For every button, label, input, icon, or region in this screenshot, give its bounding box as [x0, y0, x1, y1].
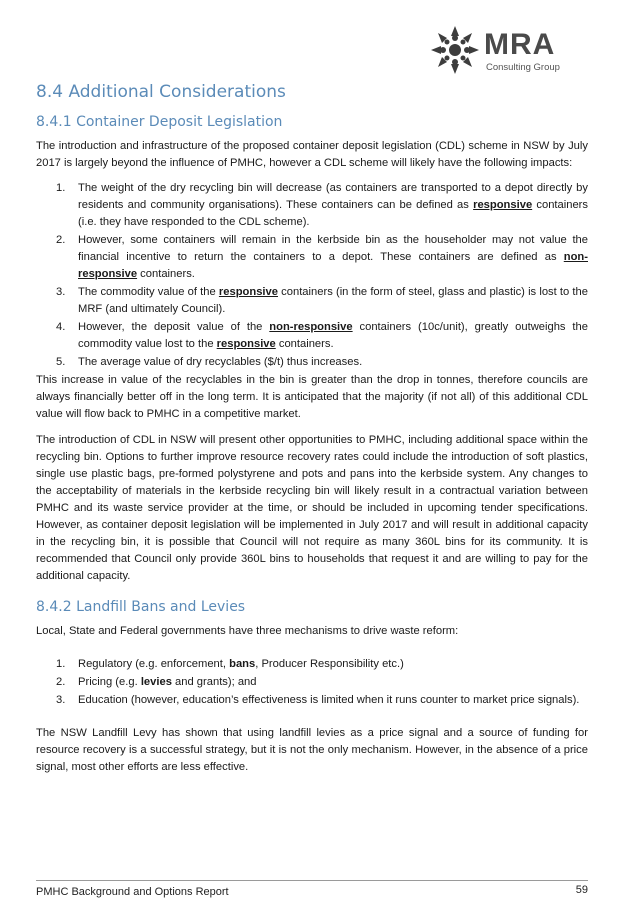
- mra-globe-icon: [428, 24, 482, 76]
- section-8-4-2-heading: 8.4.2 Landfill Bans and Levies: [36, 599, 246, 615]
- list-item: 3. Education (however, education’s effectiveness is limited when it runs counter to market price signals).: [56, 694, 580, 706]
- list-item: 3. The commodity value of the responsive containers (in the form of steel, glass and plastic) is lost to the MRF (and ultimately Council).: [56, 286, 588, 315]
- cdl-impacts-list: [36, 180, 588, 371]
- mechanisms-list: [36, 656, 588, 709]
- section-8-4-heading: 8.4 Additional Considerations: [36, 82, 286, 102]
- section-8-4-1-heading: 8.4.1 Container Deposit Legislation: [36, 114, 283, 130]
- cdl-value-paragraph: This increase in value of the recyclables in the bin is greater than the drop in tonnes, therefore councils are always financially better off in the long term. It is anticipated that the majority (if not all) of this additional CDL value will flow back to PMHC in a competitive market.: [36, 374, 588, 420]
- footer-report-title: PMHC Background and Options Report: [36, 886, 229, 898]
- landfill-levy-paragraph: The NSW Landfill Levy has shown that using landfill levies as a price signal and a source of funding for resource recovery is a successful strategy, but it is not the only mechanism. However, in the absence of a price signal, most other efforts are less effective.: [36, 727, 588, 773]
- logo-subtitle: Consulting Group: [486, 62, 560, 73]
- mechanisms-intro-paragraph: Local, State and Federal governments have three mechanisms to drive waste reform:: [36, 625, 459, 637]
- list-item: 2. However, some containers will remain in the kerbside bin as the householder may not value the financial incentive to return the containers to a depot. These containers are defined as non-responsive containers.: [56, 234, 588, 280]
- mra-logo: [428, 24, 588, 76]
- document-body: [36, 82, 588, 776]
- list-item: 5. The average value of dry recyclables ($/t) thus increases.: [56, 356, 363, 368]
- footer-divider: [36, 880, 588, 881]
- list-item: 1. Regulatory (e.g. enforcement, bans, Producer Responsibility etc.): [56, 658, 404, 670]
- cdl-intro-paragraph: The introduction and infrastructure of the proposed container deposit legislation (CDL) scheme in NSW by July 2017 is largely beyond the influence of PMHC, however a CDL scheme will likely have the following impacts:: [36, 140, 588, 169]
- cdl-opportunities-paragraph: The introduction of CDL in NSW will present other opportunities to PMHC, including additional space within the recycling bin. Options to further improve resource recovery rates could include the introduction of soft plastics, single use plastic bags, pre-formed polystyrene and pots and pans into the kerbside system. Any changes to the acceptability of materials in the kerbside recycling bin will likely result in a contractual variation between PMHC and its waste service provider at the time, or should be included in upcoming tender specifications. However, as container deposit legislation will be implemented in July 2017 and will result in additional capacity in the recycling bin, it is possible that Council will not require as many 360L bins for its community. It is recommended that Council only provide 360L bins to households that request it and are willing to pay for the additional capacity.: [36, 434, 588, 582]
- list-item: 4. However, the deposit value of the non-responsive containers (10c/unit), greatly outweighs the commodity value lost to the responsive containers.: [56, 321, 588, 350]
- footer-page-number: 59: [575, 884, 588, 896]
- list-item: 1. The weight of the dry recycling bin will decrease (as containers are transported to a depot directly by residents and community organisations). These containers can be defined as responsive containers (i.e. they have responded to the CDL scheme).: [56, 182, 588, 228]
- list-item: 2. Pricing (e.g. levies and grants); and: [56, 676, 257, 688]
- logo-name: MRA: [484, 28, 556, 61]
